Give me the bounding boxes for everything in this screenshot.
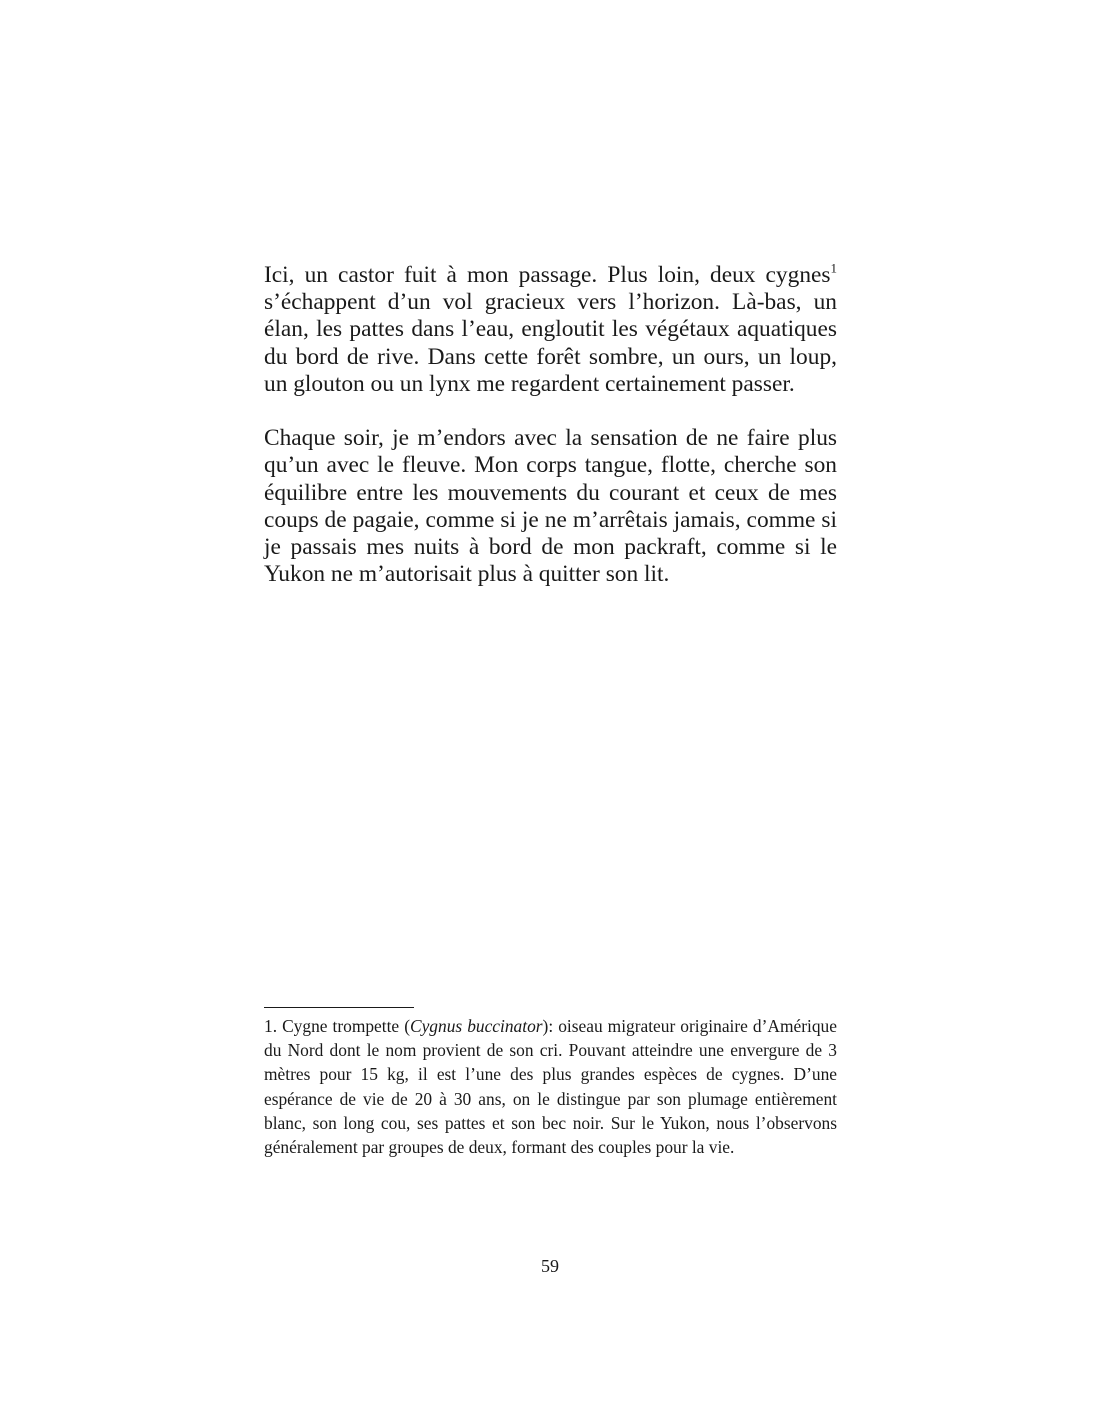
footnote (264, 1014, 837, 1159)
footnote-separator (264, 1007, 414, 1008)
footnote-reference: 1 (830, 260, 837, 276)
paragraph-2: Chaque soir, je m’endors avec la sensation de ne faire plus qu’un avec le fleuve. Mon corps tangue, flotte, cherche son équilibre entre les mouvements du courant et ceux de mes coups de pagaie, comme si je ne m’arrêtais jamais, comme si je passais mes nuits à bord de mon packraft, comme si le Yukon ne m’autorisait plus à quitter son lit. (264, 425, 837, 588)
paragraph-1-start: Ici, un castor fuit à mon passage. Plus loin, deux cygnes (264, 262, 831, 288)
footnote-close-paren: ) (542, 1016, 549, 1036)
footnote-text: : oiseau migrateur originaire d’Amérique du Nord dont le nom provient de son cri. Pouvant atteindre une envergure de 3 mètres pour 15 kg, il est l’une des plus grandes espèces de cygnes. D’une espérance de vie de 20 à 30 ans, on le distingue par son plumage entièrement blanc, son long cou, ses pattes et son bec noir. Sur le Yukon, nous l’observons généralement par groupes de deux, formant des couples pour la vie. (264, 1016, 837, 1158)
paragraph-1-end: s’échappent d’un vol gracieux vers l’horizon. Là-bas, un élan, les pattes dans l’eau, engloutit les végétaux aquatiques du bord de rive. Dans cette forêt sombre, un ours, un loup, un glouton ou un lynx me regardent certainement passer. (264, 289, 837, 397)
page-number: 59 (541, 1256, 559, 1276)
footnote-latin-name: Cygnus buccinator (409, 1016, 543, 1036)
footnote-number: 1. (264, 1016, 278, 1036)
paragraph-1 (264, 262, 837, 398)
footnote-open-paren: ( (404, 1016, 410, 1036)
footnote-term: Cygne trompette (282, 1016, 400, 1036)
main-text (264, 262, 837, 588)
